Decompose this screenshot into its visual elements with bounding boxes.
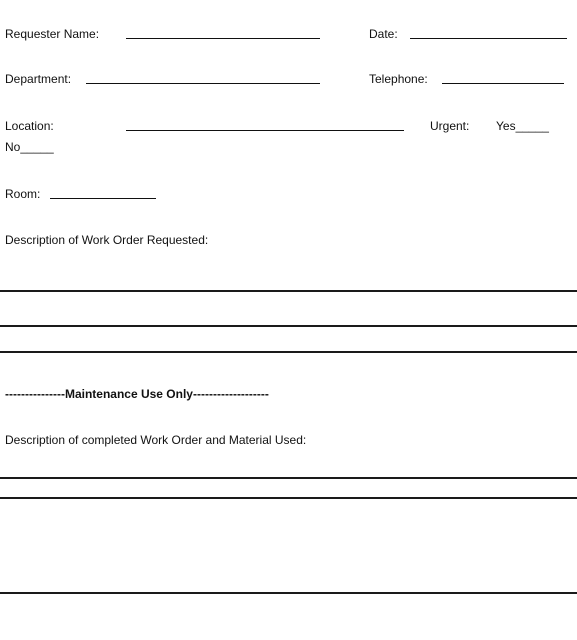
description-line-3[interactable] bbox=[0, 351, 577, 353]
urgent-no-field[interactable]: No_____ bbox=[5, 140, 54, 154]
description-line-1[interactable] bbox=[0, 290, 577, 292]
location-label: Location: bbox=[5, 119, 54, 133]
room-field[interactable] bbox=[50, 198, 156, 199]
completed-description-label: Description of completed Work Order and Material Used: bbox=[5, 433, 307, 447]
completed-line-3[interactable] bbox=[0, 592, 577, 594]
requester-name-field[interactable] bbox=[126, 38, 320, 39]
completed-line-1[interactable] bbox=[0, 477, 577, 479]
description-label: Description of Work Order Requested: bbox=[5, 233, 209, 247]
telephone-field[interactable] bbox=[442, 83, 564, 84]
completed-line-2[interactable] bbox=[0, 497, 577, 499]
department-field[interactable] bbox=[86, 83, 320, 84]
department-label: Department: bbox=[5, 72, 72, 86]
telephone-label: Telephone: bbox=[369, 72, 428, 86]
requester-name-label: Requester Name: bbox=[5, 27, 100, 41]
maintenance-heading: ---------------Maintenance Use Only------------------- bbox=[5, 387, 269, 401]
location-field[interactable] bbox=[126, 130, 404, 131]
room-label: Room: bbox=[5, 187, 41, 201]
urgent-label: Urgent: bbox=[430, 119, 470, 133]
description-line-2[interactable] bbox=[0, 325, 577, 327]
date-field[interactable] bbox=[410, 38, 567, 39]
date-label: Date: bbox=[369, 27, 398, 41]
urgent-yes-field[interactable]: Yes_____ bbox=[496, 119, 549, 133]
